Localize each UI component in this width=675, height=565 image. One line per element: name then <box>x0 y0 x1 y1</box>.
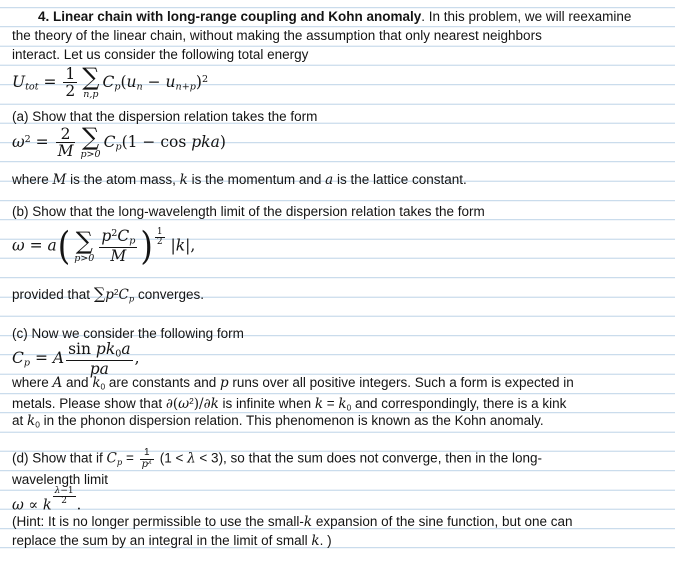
problem-statement-line-2: the theory of the linear chain, without making the assumption that only nearest neighbors <box>12 28 542 43</box>
part-c-explanation-line-1: where A and $k_0$ are constants and p runs over all positive integers. Such a form is expected in <box>12 375 574 392</box>
problem-statement-line-1: 4. Linear chain with long-range coupling and Kohn anomaly. In this problem, we will reexamine <box>38 9 632 24</box>
part-c-explanation-line-3: at $k_0$ in the phonon dispersion relation. This phenomenon is known as the Kohn anomaly. <box>12 413 544 430</box>
equation-long-wavelength: ω = a( ∑ p>0 $\frac{p^2C_p}{M}$ ) $\frac{1}{2}$ |k|, <box>12 223 196 270</box>
hint-line-1: (Hint: It is no longer permissible to use the small-k expansion of the sine function, but one can <box>12 514 573 530</box>
dispersion-variables-note: where M is the atom mass, k is the momentum and a is the lattice constant. <box>12 172 467 188</box>
part-d-prompt-line-2: wavelength limit <box>12 472 109 487</box>
equation-omega-scaling: ω ∝ k $\frac{\lambda-1}{2}$ . <box>12 486 82 514</box>
hint-line-2: replace the sum by an integral in the limit of small k. ) <box>12 533 332 549</box>
part-a-prompt: (a) Show that the dispersion relation takes the form <box>12 109 318 124</box>
problem-statement-line-3: interact. Let us consider the following total energy <box>12 47 309 62</box>
equation-coupling-form: $C_p = A$ $\frac{\sin pk_0a}{pa}$ , <box>12 340 140 378</box>
convergence-note: provided that $\sum p^2C_p$ converges. <box>12 284 205 304</box>
equation-dispersion-relation: $\omega^2$ = $\frac{2}{M}$ ∑ p>0 $C_p(1 - \cos pka)$ <box>12 123 226 161</box>
part-b-prompt: (b) Show that the long-wavelength limit of the dispersion relation takes the form <box>12 204 485 219</box>
part-c-explanation-line-2: metals. Please show that $\partial(\omega^2)/\partial k$ is infinite when $k = k_0$ and correspondingly, there is a kink <box>12 396 567 413</box>
part-d-prompt-line-1: (d) Show that if $C_p$ = $\frac{1}{p^\lambda}$ (1 < λ < 3), so that the sum does not converge, then in the long- <box>12 447 543 470</box>
equation-total-energy: $U_{tot}$ = $\frac{1}{2}$ ∑ n,p $C_p(u_n - u_{n+p})^2$ <box>12 63 209 101</box>
part-c-prompt: (c) Now we consider the following form <box>12 326 244 341</box>
